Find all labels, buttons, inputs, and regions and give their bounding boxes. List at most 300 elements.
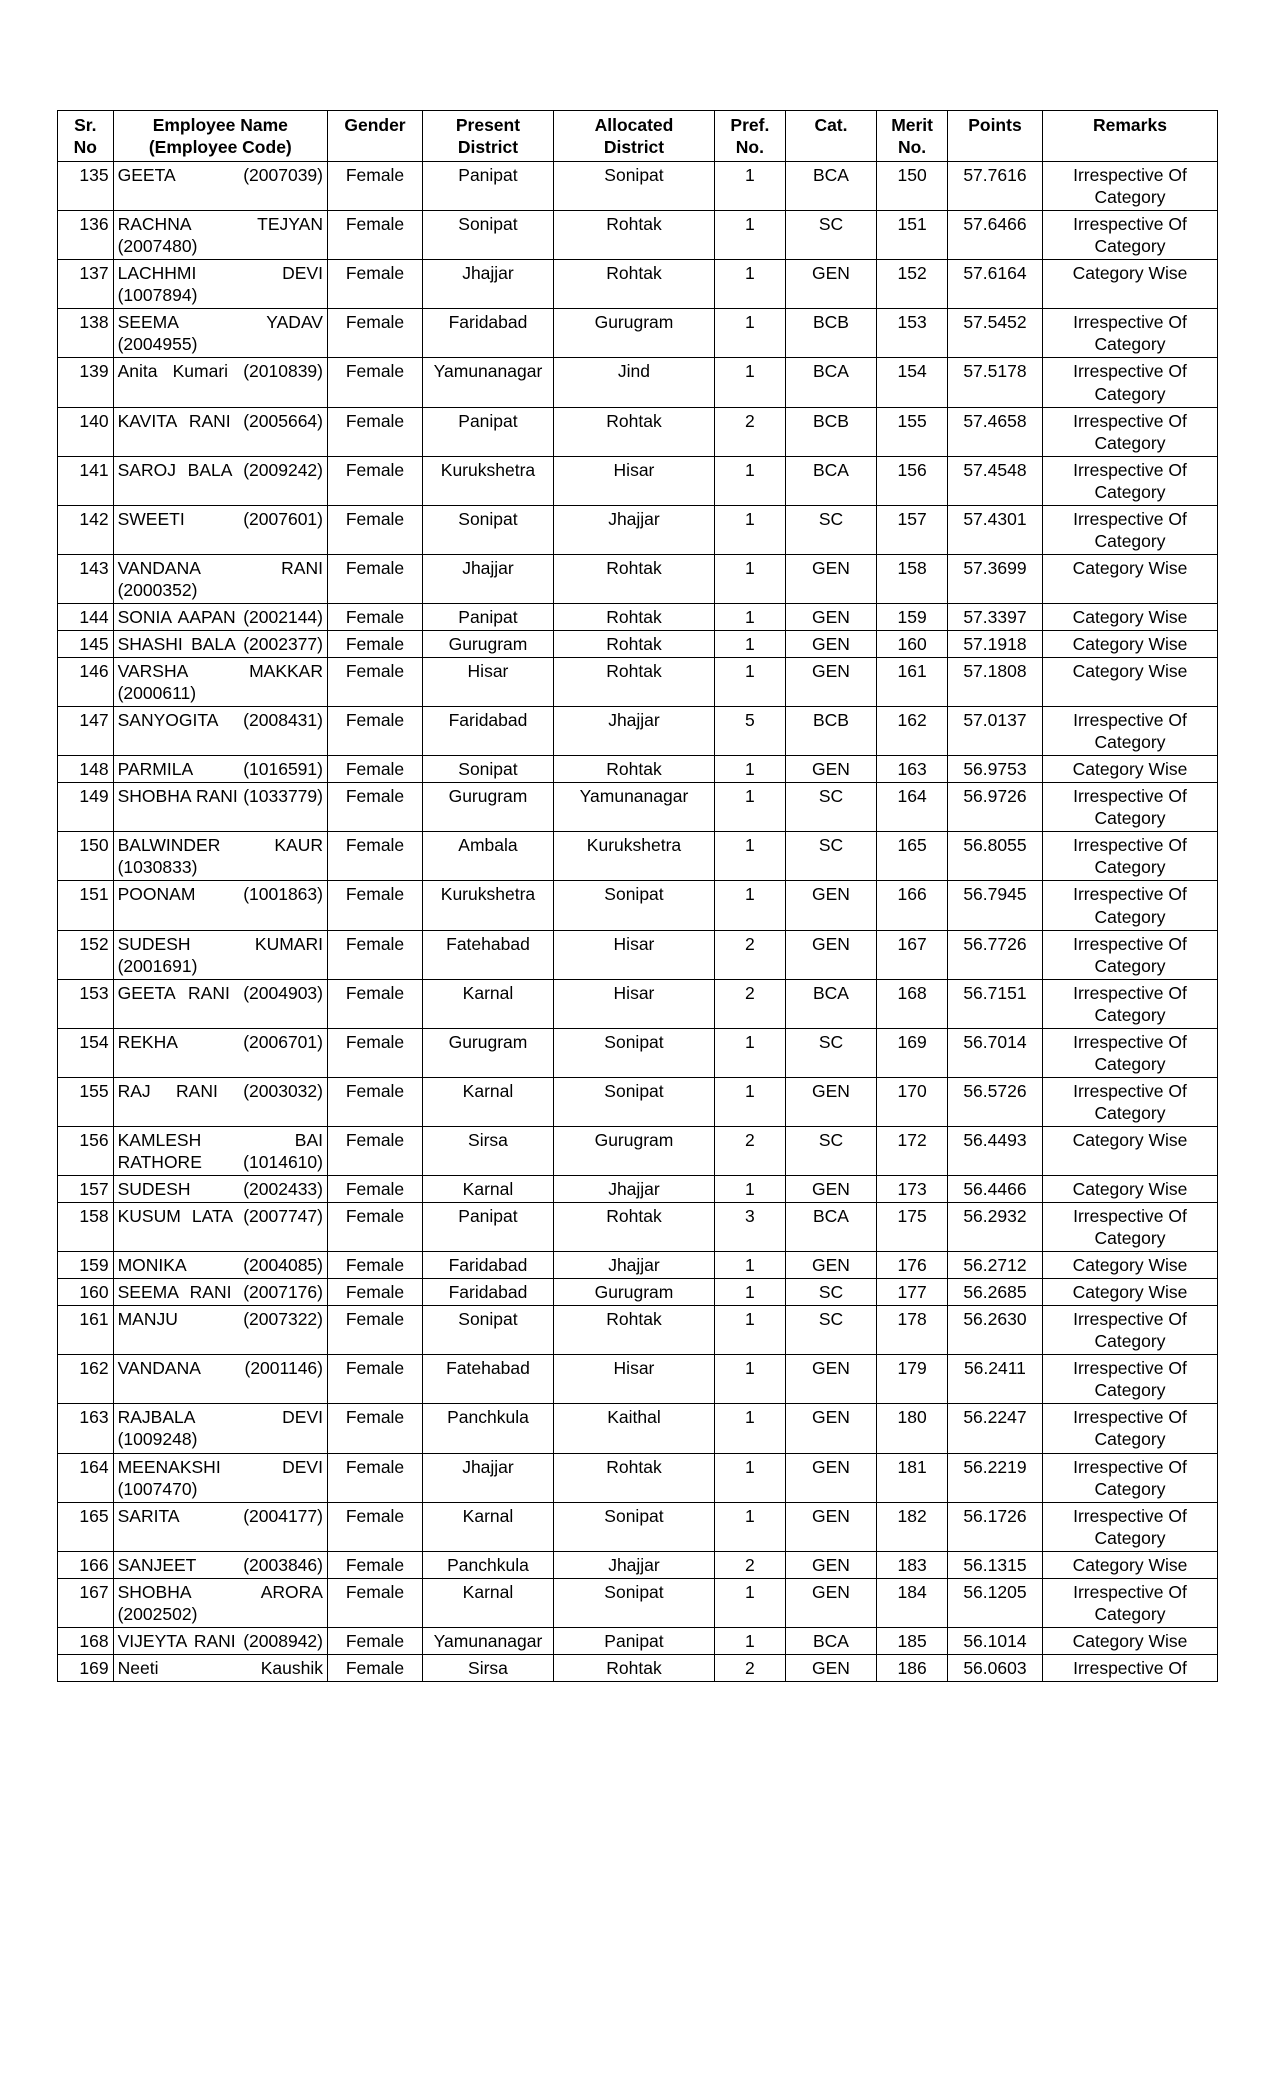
cell-pref: 1 [715, 456, 786, 505]
cell-remarks: Irrespective Of Category [1042, 162, 1217, 211]
cell-allocated: Sonipat [553, 881, 714, 930]
cell-pref: 5 [715, 707, 786, 756]
cell-remarks: Irrespective Of Category [1042, 1502, 1217, 1551]
cell-sr: 166 [58, 1551, 114, 1578]
cell-merit: 181 [877, 1453, 948, 1502]
cell-merit: 185 [877, 1627, 948, 1654]
column-header-gender: Gender [327, 111, 422, 162]
cell-points: 57.7616 [947, 162, 1042, 211]
cell-name: MEENAKSHI DEVI (1007470) [113, 1453, 327, 1502]
table-row [58, 930, 1218, 979]
cell-sr: 159 [58, 1252, 114, 1279]
cell-gender: Female [327, 1203, 422, 1252]
cell-allocated: Jhajjar [553, 1252, 714, 1279]
cell-pref: 1 [715, 1028, 786, 1077]
cell-cat: GEN [785, 1551, 877, 1578]
cell-cat: SC [785, 505, 877, 554]
cell-allocated: Jhajjar [553, 707, 714, 756]
cell-present: Sonipat [423, 756, 554, 783]
cell-gender: Female [327, 930, 422, 979]
cell-points: 56.2219 [947, 1453, 1042, 1502]
cell-merit: 176 [877, 1252, 948, 1279]
cell-allocated: Gurugram [553, 1126, 714, 1175]
cell-merit: 166 [877, 881, 948, 930]
cell-pref: 2 [715, 407, 786, 456]
cell-name: BALWINDER KAUR (1030833) [113, 832, 327, 881]
cell-sr: 163 [58, 1404, 114, 1453]
cell-remarks: Category Wise [1042, 260, 1217, 309]
cell-remarks: Category Wise [1042, 756, 1217, 783]
cell-pref: 1 [715, 1252, 786, 1279]
table-row [58, 1203, 1218, 1252]
table-row [58, 1028, 1218, 1077]
cell-name: SEEMA YADAV (2004955) [113, 309, 327, 358]
cell-pref: 1 [715, 1279, 786, 1306]
cell-merit: 183 [877, 1551, 948, 1578]
cell-sr: 147 [58, 707, 114, 756]
cell-pref: 1 [715, 1578, 786, 1627]
cell-present: Karnal [423, 1502, 554, 1551]
cell-points: 56.2932 [947, 1203, 1042, 1252]
cell-gender: Female [327, 1654, 422, 1681]
cell-name: GEETA RANI (2004903) [113, 979, 327, 1028]
cell-remarks: Irrespective Of Category [1042, 456, 1217, 505]
cell-name: POONAM (1001863) [113, 881, 327, 930]
table-row [58, 1654, 1218, 1681]
cell-points: 57.1808 [947, 658, 1042, 707]
cell-cat: BCB [785, 707, 877, 756]
cell-cat: GEN [785, 930, 877, 979]
cell-sr: 148 [58, 756, 114, 783]
cell-points: 56.7945 [947, 881, 1042, 930]
cell-points: 56.7151 [947, 979, 1042, 1028]
table-row [58, 658, 1218, 707]
cell-sr: 160 [58, 1279, 114, 1306]
cell-allocated: Kaithal [553, 1404, 714, 1453]
cell-cat: GEN [785, 658, 877, 707]
cell-present: Faridabad [423, 309, 554, 358]
cell-remarks: Irrespective Of Category [1042, 783, 1217, 832]
cell-remarks: Irrespective Of Category [1042, 707, 1217, 756]
table-row [58, 1126, 1218, 1175]
cell-pref: 1 [715, 832, 786, 881]
cell-points: 56.9726 [947, 783, 1042, 832]
cell-points: 56.0603 [947, 1654, 1042, 1681]
cell-cat: SC [785, 211, 877, 260]
cell-remarks: Category Wise [1042, 1551, 1217, 1578]
cell-allocated: Rohtak [553, 603, 714, 630]
cell-present: Karnal [423, 1077, 554, 1126]
cell-sr: 164 [58, 1453, 114, 1502]
cell-name: SHOBHA RANI (1033779) [113, 783, 327, 832]
cell-merit: 179 [877, 1355, 948, 1404]
cell-gender: Female [327, 783, 422, 832]
cell-name: SANYOGITA (2008431) [113, 707, 327, 756]
cell-present: Gurugram [423, 1028, 554, 1077]
cell-gender: Female [327, 456, 422, 505]
cell-points: 57.3397 [947, 603, 1042, 630]
cell-remarks: Irrespective Of Category [1042, 505, 1217, 554]
cell-merit: 153 [877, 309, 948, 358]
column-header-present-district: Present District [423, 111, 554, 162]
cell-allocated: Rohtak [553, 756, 714, 783]
cell-remarks: Category Wise [1042, 1252, 1217, 1279]
table-row [58, 630, 1218, 657]
cell-name: RAJBALA DEVI (1009248) [113, 1404, 327, 1453]
cell-gender: Female [327, 1077, 422, 1126]
table-row [58, 1252, 1218, 1279]
cell-gender: Female [327, 1176, 422, 1203]
cell-cat: SC [785, 832, 877, 881]
cell-pref: 1 [715, 211, 786, 260]
cell-points: 57.4658 [947, 407, 1042, 456]
cell-gender: Female [327, 1252, 422, 1279]
cell-present: Jhajjar [423, 554, 554, 603]
cell-allocated: Sonipat [553, 162, 714, 211]
table-row [58, 505, 1218, 554]
cell-merit: 175 [877, 1203, 948, 1252]
cell-allocated: Rohtak [553, 1306, 714, 1355]
cell-present: Panchkula [423, 1551, 554, 1578]
cell-present: Panipat [423, 603, 554, 630]
table-row [58, 260, 1218, 309]
table-row [58, 832, 1218, 881]
cell-allocated: Yamunanagar [553, 783, 714, 832]
cell-points: 56.4466 [947, 1176, 1042, 1203]
cell-remarks: Irrespective Of Category [1042, 979, 1217, 1028]
cell-points: 56.5726 [947, 1077, 1042, 1126]
cell-points: 56.2411 [947, 1355, 1042, 1404]
cell-cat: GEN [785, 1654, 877, 1681]
cell-name: SUDESH KUMARI (2001691) [113, 930, 327, 979]
cell-name: REKHA (2006701) [113, 1028, 327, 1077]
cell-sr: 154 [58, 1028, 114, 1077]
table-row [58, 1306, 1218, 1355]
cell-allocated: Jhajjar [553, 505, 714, 554]
cell-merit: 151 [877, 211, 948, 260]
cell-gender: Female [327, 979, 422, 1028]
cell-remarks: Irrespective Of Category [1042, 309, 1217, 358]
cell-gender: Female [327, 756, 422, 783]
cell-sr: 143 [58, 554, 114, 603]
cell-sr: 150 [58, 832, 114, 881]
table-row [58, 783, 1218, 832]
cell-name: SWEETI (2007601) [113, 505, 327, 554]
cell-present: Karnal [423, 979, 554, 1028]
table-row [58, 1279, 1218, 1306]
cell-gender: Female [327, 1578, 422, 1627]
cell-name: SHASHI BALA (2002377) [113, 630, 327, 657]
cell-allocated: Hisar [553, 979, 714, 1028]
cell-cat: GEN [785, 554, 877, 603]
cell-cat: BCA [785, 358, 877, 407]
cell-present: Sonipat [423, 1306, 554, 1355]
cell-remarks: Category Wise [1042, 1126, 1217, 1175]
cell-pref: 1 [715, 630, 786, 657]
cell-points: 57.5452 [947, 309, 1042, 358]
cell-sr: 167 [58, 1578, 114, 1627]
cell-points: 56.4493 [947, 1126, 1042, 1175]
cell-pref: 1 [715, 162, 786, 211]
table-row [58, 1355, 1218, 1404]
cell-allocated: Rohtak [553, 211, 714, 260]
cell-name: SUDESH (2002433) [113, 1176, 327, 1203]
cell-points: 57.0137 [947, 707, 1042, 756]
cell-allocated: Panipat [553, 1627, 714, 1654]
cell-points: 57.6466 [947, 211, 1042, 260]
cell-pref: 2 [715, 1654, 786, 1681]
cell-sr: 146 [58, 658, 114, 707]
cell-pref: 2 [715, 979, 786, 1028]
cell-name: PARMILA (1016591) [113, 756, 327, 783]
cell-gender: Female [327, 1502, 422, 1551]
cell-cat: SC [785, 1126, 877, 1175]
cell-name: RAJ RANI (2003032) [113, 1077, 327, 1126]
cell-merit: 152 [877, 260, 948, 309]
cell-gender: Female [327, 309, 422, 358]
cell-present: Panipat [423, 162, 554, 211]
cell-points: 56.1205 [947, 1578, 1042, 1627]
cell-pref: 1 [715, 1355, 786, 1404]
cell-allocated: Rohtak [553, 630, 714, 657]
cell-points: 57.1918 [947, 630, 1042, 657]
cell-name: SHOBHA ARORA (2002502) [113, 1578, 327, 1627]
cell-remarks: Irrespective Of Category [1042, 1028, 1217, 1077]
cell-points: 56.1014 [947, 1627, 1042, 1654]
column-header-points: Points [947, 111, 1042, 162]
table-row [58, 309, 1218, 358]
cell-remarks: Category Wise [1042, 658, 1217, 707]
cell-points: 56.1726 [947, 1502, 1042, 1551]
cell-allocated: Rohtak [553, 658, 714, 707]
cell-sr: 165 [58, 1502, 114, 1551]
cell-present: Gurugram [423, 630, 554, 657]
cell-cat: BCB [785, 407, 877, 456]
column-header-merit-no: Merit No. [877, 111, 948, 162]
cell-points: 56.2247 [947, 1404, 1042, 1453]
cell-pref: 1 [715, 554, 786, 603]
cell-sr: 158 [58, 1203, 114, 1252]
cell-cat: BCA [785, 1203, 877, 1252]
cell-pref: 1 [715, 1306, 786, 1355]
cell-name: VIJEYTA RANI (2008942) [113, 1627, 327, 1654]
cell-gender: Female [327, 505, 422, 554]
cell-pref: 1 [715, 1627, 786, 1654]
cell-gender: Female [327, 1028, 422, 1077]
cell-gender: Female [327, 260, 422, 309]
cell-present: Hisar [423, 658, 554, 707]
cell-sr: 152 [58, 930, 114, 979]
cell-remarks: Irrespective Of Category [1042, 407, 1217, 456]
cell-name: VANDANA (2001146) [113, 1355, 327, 1404]
cell-merit: 164 [877, 783, 948, 832]
cell-pref: 2 [715, 1551, 786, 1578]
cell-cat: GEN [785, 756, 877, 783]
table-row [58, 554, 1218, 603]
cell-remarks: Category Wise [1042, 630, 1217, 657]
cell-remarks: Category Wise [1042, 1279, 1217, 1306]
cell-cat: SC [785, 1306, 877, 1355]
cell-pref: 2 [715, 1126, 786, 1175]
cell-cat: SC [785, 1028, 877, 1077]
cell-gender: Female [327, 1627, 422, 1654]
cell-name: RACHNA TEJYAN (2007480) [113, 211, 327, 260]
cell-pref: 1 [715, 1077, 786, 1126]
cell-remarks: Irrespective Of Category [1042, 881, 1217, 930]
cell-gender: Female [327, 211, 422, 260]
cell-sr: 169 [58, 1654, 114, 1681]
cell-pref: 1 [715, 603, 786, 630]
table-row [58, 1404, 1218, 1453]
cell-allocated: Rohtak [553, 1203, 714, 1252]
column-header-allocated-district: Allocated District [553, 111, 714, 162]
cell-sr: 153 [58, 979, 114, 1028]
cell-sr: 137 [58, 260, 114, 309]
cell-cat: BCA [785, 162, 877, 211]
cell-name: SARITA (2004177) [113, 1502, 327, 1551]
cell-sr: 142 [58, 505, 114, 554]
table-row [58, 1578, 1218, 1627]
table-row [58, 1176, 1218, 1203]
cell-allocated: Hisar [553, 930, 714, 979]
cell-cat: SC [785, 1279, 877, 1306]
cell-present: Faridabad [423, 1252, 554, 1279]
table-row [58, 407, 1218, 456]
cell-cat: GEN [785, 881, 877, 930]
cell-cat: GEN [785, 1502, 877, 1551]
cell-present: Panipat [423, 407, 554, 456]
cell-allocated: Sonipat [553, 1077, 714, 1126]
cell-points: 56.7726 [947, 930, 1042, 979]
cell-points: 56.1315 [947, 1551, 1042, 1578]
cell-pref: 1 [715, 505, 786, 554]
cell-sr: 138 [58, 309, 114, 358]
cell-cat: GEN [785, 260, 877, 309]
cell-allocated: Gurugram [553, 1279, 714, 1306]
table-row [58, 1453, 1218, 1502]
table-row [58, 756, 1218, 783]
cell-sr: 136 [58, 211, 114, 260]
cell-merit: 156 [877, 456, 948, 505]
cell-cat: BCA [785, 1627, 877, 1654]
cell-present: Karnal [423, 1578, 554, 1627]
allocation-table-container [57, 110, 1218, 1682]
cell-gender: Female [327, 1279, 422, 1306]
cell-pref: 1 [715, 658, 786, 707]
cell-name: KAMLESH BAI RATHORE (1014610) [113, 1126, 327, 1175]
cell-remarks: Irrespective Of Category [1042, 1306, 1217, 1355]
cell-merit: 163 [877, 756, 948, 783]
cell-points: 57.6164 [947, 260, 1042, 309]
cell-pref: 1 [715, 1176, 786, 1203]
cell-merit: 165 [877, 832, 948, 881]
table-header-row [58, 111, 1218, 162]
cell-points: 56.9753 [947, 756, 1042, 783]
table-row [58, 979, 1218, 1028]
cell-remarks: Irrespective Of [1042, 1654, 1217, 1681]
cell-allocated: Jhajjar [553, 1551, 714, 1578]
cell-name: SAROJ BALA (2009242) [113, 456, 327, 505]
cell-pref: 1 [715, 1404, 786, 1453]
cell-remarks: Irrespective Of Category [1042, 832, 1217, 881]
cell-points: 56.2685 [947, 1279, 1042, 1306]
cell-present: Jhajjar [423, 1453, 554, 1502]
cell-gender: Female [327, 358, 422, 407]
cell-present: Faridabad [423, 1279, 554, 1306]
cell-sr: 155 [58, 1077, 114, 1126]
table-row [58, 1551, 1218, 1578]
cell-name: VARSHA MAKKAR (2000611) [113, 658, 327, 707]
cell-cat: GEN [785, 1404, 877, 1453]
cell-cat: BCA [785, 979, 877, 1028]
cell-allocated: Sonipat [553, 1578, 714, 1627]
cell-merit: 155 [877, 407, 948, 456]
table-row [58, 881, 1218, 930]
cell-name: MONIKA (2004085) [113, 1252, 327, 1279]
cell-sr: 135 [58, 162, 114, 211]
cell-name: Neeti Kaushik [113, 1654, 327, 1681]
table-body [58, 162, 1218, 1682]
cell-merit: 177 [877, 1279, 948, 1306]
cell-present: Yamunanagar [423, 1627, 554, 1654]
cell-name: SEEMA RANI (2007176) [113, 1279, 327, 1306]
employee-allocation-table [57, 110, 1218, 1682]
cell-allocated: Hisar [553, 1355, 714, 1404]
cell-allocated: Kurukshetra [553, 832, 714, 881]
table-row [58, 707, 1218, 756]
cell-present: Karnal [423, 1176, 554, 1203]
cell-merit: 158 [877, 554, 948, 603]
cell-name: SONIA AAPAN (2002144) [113, 603, 327, 630]
cell-pref: 1 [715, 358, 786, 407]
cell-cat: GEN [785, 1077, 877, 1126]
cell-points: 56.8055 [947, 832, 1042, 881]
cell-name: LACHHMI DEVI (1007894) [113, 260, 327, 309]
cell-merit: 168 [877, 979, 948, 1028]
column-header-cat: Cat. [785, 111, 877, 162]
cell-remarks: Irrespective Of Category [1042, 1077, 1217, 1126]
cell-allocated: Rohtak [553, 1453, 714, 1502]
cell-sr: 149 [58, 783, 114, 832]
cell-merit: 186 [877, 1654, 948, 1681]
cell-allocated: Jhajjar [553, 1176, 714, 1203]
cell-cat: GEN [785, 1578, 877, 1627]
cell-allocated: Gurugram [553, 309, 714, 358]
cell-present: Sonipat [423, 211, 554, 260]
cell-sr: 161 [58, 1306, 114, 1355]
cell-gender: Female [327, 630, 422, 657]
cell-allocated: Rohtak [553, 260, 714, 309]
cell-remarks: Irrespective Of Category [1042, 211, 1217, 260]
cell-merit: 180 [877, 1404, 948, 1453]
cell-present: Sonipat [423, 505, 554, 554]
cell-present: Gurugram [423, 783, 554, 832]
table-row [58, 456, 1218, 505]
cell-gender: Female [327, 1551, 422, 1578]
cell-allocated: Rohtak [553, 554, 714, 603]
cell-remarks: Category Wise [1042, 554, 1217, 603]
cell-merit: 178 [877, 1306, 948, 1355]
cell-gender: Female [327, 1306, 422, 1355]
cell-remarks: Irrespective Of Category [1042, 1404, 1217, 1453]
cell-remarks: Irrespective Of Category [1042, 1203, 1217, 1252]
cell-cat: GEN [785, 1355, 877, 1404]
cell-merit: 184 [877, 1578, 948, 1627]
cell-cat: GEN [785, 1176, 877, 1203]
cell-sr: 141 [58, 456, 114, 505]
cell-cat: SC [785, 783, 877, 832]
cell-name: KAVITA RANI (2005664) [113, 407, 327, 456]
